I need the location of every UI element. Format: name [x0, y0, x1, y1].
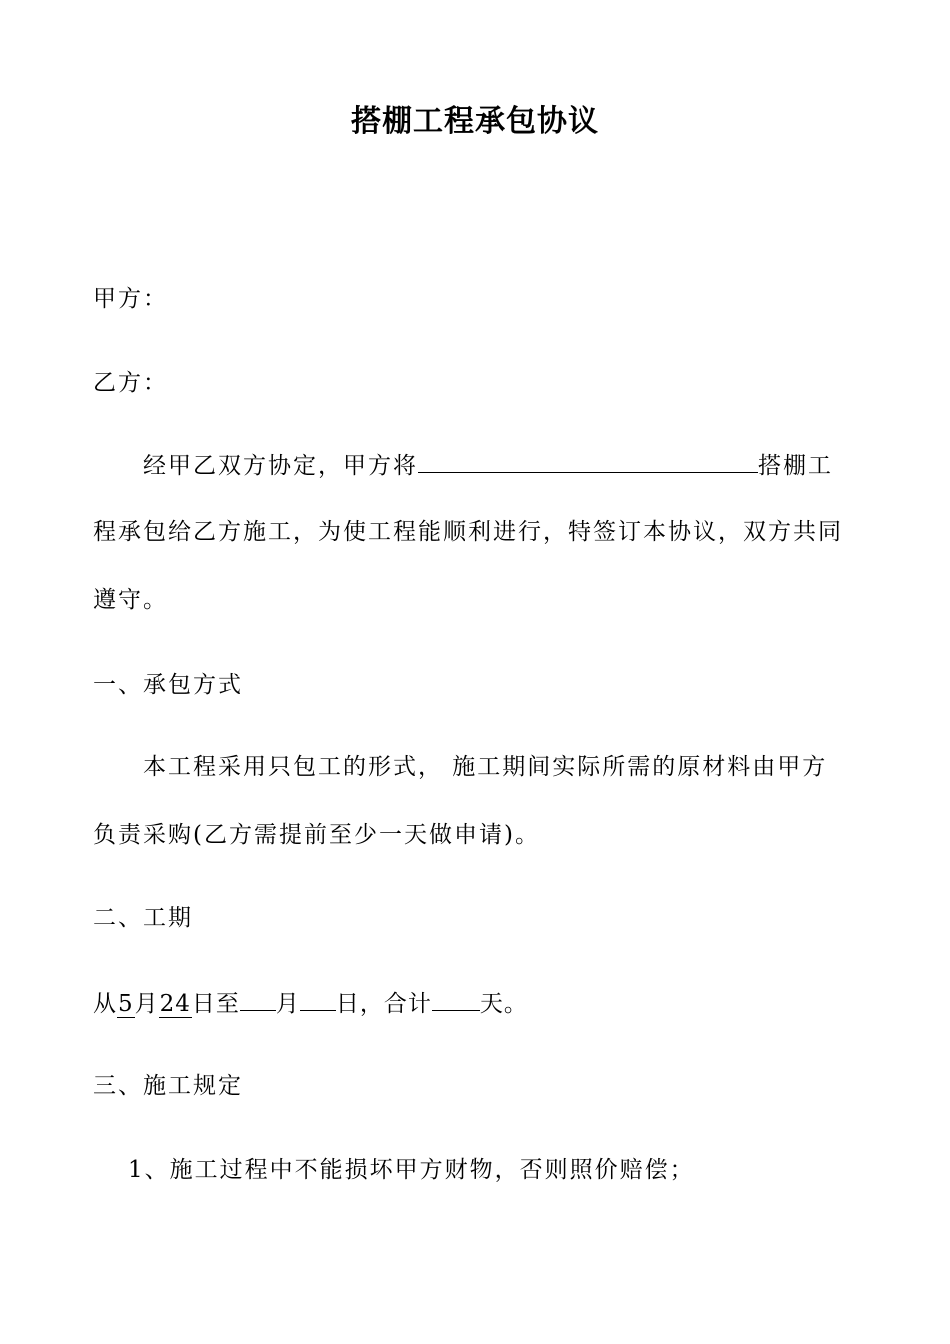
start-month-label: 月: [134, 991, 159, 1017]
intro-line-1: [143, 448, 833, 483]
section-2-heading: 二、工期: [93, 905, 193, 931]
start-day-value[interactable]: 24: [159, 991, 191, 1017]
days-label: 天。: [479, 991, 528, 1017]
period-to: 日至: [191, 991, 240, 1017]
party-b-label: 乙方：: [93, 370, 168, 396]
party-a-label: 甲方：: [93, 286, 168, 312]
end-day-blank[interactable]: [300, 986, 336, 1011]
project-name-blank[interactable]: [418, 448, 758, 473]
document-title: 搭棚工程承包协议: [351, 104, 599, 139]
section-3-heading: 三、施工规定: [93, 1073, 243, 1099]
section-3-item-1: 1、施工过程中不能损坏甲方财物，否则照价赔偿；: [128, 1157, 695, 1183]
intro-text-1: 经甲乙双方协定，甲方将: [143, 453, 418, 479]
total-label: 日，合计: [335, 991, 432, 1017]
section-1-line-1: 本工程采用只包工的形式， 施工期间实际所需的原材料由甲方: [143, 754, 828, 780]
period-from: 从: [93, 991, 117, 1017]
section-2-period-line: [93, 986, 528, 1021]
section-1-line-2: 负责采购(乙方需提前至少一天做申请)。: [93, 822, 540, 848]
start-month-value[interactable]: 5: [118, 991, 134, 1017]
end-month-blank[interactable]: [240, 986, 276, 1011]
intro-text-2: 搭棚工: [758, 453, 833, 479]
intro-line-3: 遵守。: [93, 587, 168, 613]
intro-line-2: 程承包给乙方施工，为使工程能顺利进行，特签订本协议，双方共同: [93, 519, 843, 545]
total-days-blank[interactable]: [432, 986, 480, 1011]
end-month-label: 月: [275, 991, 300, 1017]
section-1-heading: 一、承包方式: [93, 672, 243, 698]
